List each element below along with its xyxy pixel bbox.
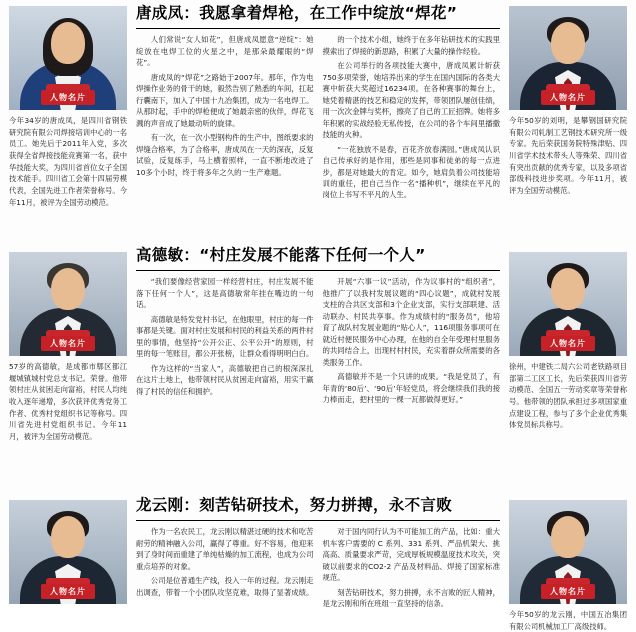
article-2-rule xyxy=(136,270,500,271)
paragraph: 作为一名农民工，龙云刚以精湛过硬的技术和吃苦耐劳的精神融入公司，赢得了尊重。好不容易，他迎来到了身时间而重建了单纯枯燥的加工流程，也成为公司重点培养的对象。 xyxy=(136,527,314,571)
person-photo xyxy=(509,252,627,356)
paragraph: 的一个技术小组，她终于在多年钻研技术的实践里摸索出了焊接的新思路，积累了大量的操作经验。 xyxy=(322,35,500,56)
paragraph: 在公司举行的各项技能大赛中，唐成凤累计斩获750多项荣誉，她培养出来的学生在国内国际的各类大赛中斩获大奖超过16234项。在各种赛事的舞台上，她凭着精湛的技艺和稳定的发挥，带领团队屡创佳绩，用一次次金牌与奖杯，擦亮了自己的工匠招牌。她将多年积累的实战经验无私传授，在公司的各个车间里播撒技能的火种。 xyxy=(322,61,500,140)
article-2-headline: 高德敏：“村庄发展不能落下任何一个人” xyxy=(136,246,426,264)
paragraph: “我们要像经营家园一样经营村庄，村庄发展不能落下任何一个人”，这是高德敏常年挂在嘴边的一句话。 xyxy=(136,277,314,310)
article-3 xyxy=(136,496,500,613)
paragraph: 对于国内同行认为不可能加工的产品，比如：重大机车客户需要的 C 系列、331 系列、严品机架大、挑高高、质量要求严苛，完成厚板规模温度技术攻关，突破以前要求的CO2-2 产品及材料品、焊接了国家标准规范。 xyxy=(322,527,500,583)
article-2-column-1 xyxy=(136,276,314,408)
paragraph: “一花独放不是春，百花齐放春满园。”唐成凤认识自己传承好的是作用，那些是同事和徒弟的每一点进步，都是对她最大的肯定。如今，她肩负着公司技能培训的重任，把自己当作一名“播种机”，继续在平凡的岗位上书写不平凡的人生。 xyxy=(322,144,500,200)
person-caption: 徐州，中建铁二局六公司老铁路项目部第二工区工长，先后荣获四川省劳动模范、全国五一劳动奖章等荣誉称号。他带领的团队承担过多项国家重点建设工程，参与了多个企业优秀集体党员标兵称号。 xyxy=(509,362,627,430)
person-card-1 xyxy=(9,6,127,208)
paragraph: 有一次，在一次小型钢构件的生产中，图纸要求的焊缝合格率，为了合格率，唐成凤在一天的深夜，反复试验，反复练手，马上横着照样，一直不断地改进了10多个小时，终于将多年之久的一生产难题。 xyxy=(136,133,314,177)
person-badge: 人物名片 xyxy=(541,90,595,105)
photo-head xyxy=(51,22,85,64)
person-photo xyxy=(9,252,127,356)
person-photo xyxy=(509,6,627,110)
person-photo xyxy=(509,500,627,604)
person-badge: 人物名片 xyxy=(541,336,595,351)
photo-head xyxy=(551,268,585,310)
photo-head xyxy=(551,22,585,64)
paragraph: 高德敏是特发党村书记，在他眼里，村庄的每一件事都是关键。面对村庄发展和村民的利益关系的两件村里的事情，他坚持“公开公正、公平公开”的原则，村里的每一笔账目，都公开张榜，让群众看得明明白白。 xyxy=(136,314,314,359)
article-2-column-2 xyxy=(323,276,501,408)
article-1-column-1 xyxy=(136,34,314,204)
article-1-headline: 唐成凤：我愿拿着焊枪，在工作中绽放“焊花” xyxy=(136,4,458,22)
person-photo xyxy=(9,6,127,110)
person-card-6 xyxy=(509,500,627,632)
article-2 xyxy=(136,246,500,409)
person-caption: 57岁的高德敏，是成都市郫区都江堰城镇城村党总支书记。荣誉。他带领村庄从贫困走向富裕，村民人均纯收入逐年递增，多次获评优秀党务工作者、优秀村党组织书记等称号。四川省先进村党组织书记。今年11月，被评为全国劳动模范。 xyxy=(9,362,127,442)
article-3-headline: 龙云刚：刻苦钻研技术，努力拼搏，永不言败 xyxy=(136,496,453,514)
person-badge: 人物名片 xyxy=(541,584,595,599)
person-card-3 xyxy=(9,252,127,443)
paragraph: 开展“六事一议”活动，作为议事村的“组织者”，他推广了以我村发展议题的“四心议题”，成就村发展支柱的合共区支部和3个企业支部，实行支部联建、活动联办、村民共享事。作为成绩村的“服务员”，他培育了战队村发展业题的“贴心人”，116项服务事项可在就近村便民服务中心办理，在他的自全年受理村里服务的共同结合上，出现村村村民，充实着群众所需要的各类服务工作。 xyxy=(322,277,500,367)
paragraph: 作为这样的“当家人”，高德敏把自己的根深深扎在这片土地上，他带领村民从贫困走向富裕，用实干赢得了村民的信任和拥护。 xyxy=(136,363,314,396)
article-3-rule xyxy=(136,520,500,521)
person-badge: 人物名片 xyxy=(41,90,95,105)
photo-head xyxy=(51,516,85,558)
article-1-rule xyxy=(136,28,500,29)
person-card-5 xyxy=(9,500,127,609)
article-1-column-2 xyxy=(323,34,501,204)
paragraph: 刻苦钻研技术，努力拼搏，永不言败的匠人精神，是龙云刚和所在班组一直坚持的信条。 xyxy=(322,587,500,609)
person-badge: 人物名片 xyxy=(41,584,95,599)
person-photo xyxy=(9,500,127,604)
paragraph: 人们常说“女人如花”，但唐成凤愿意“逆绽”：她绽放在电焊工位的火星之中，是那朵最耀眼的“焊花”。 xyxy=(136,35,314,68)
person-card-4 xyxy=(509,252,627,431)
paragraph: 公司是位普通生产线，投入一年的过程。龙云刚走出调查，带着一个小团队攻坚克难，取得了显著成绩。 xyxy=(136,576,314,597)
person-badge: 人物名片 xyxy=(41,336,95,351)
paragraph: 唐成凤的“焊花”之路始于2007年。那年，作为电焊操作业务的骨干的她，毅然告别了熟悉的车间，扛起行囊南下，加入了中国十九冶集团，成为一名电焊工。从那时起，手中的焊枪便成了她最亲密的伙伴，焊花飞溅的声音成了她最动听的旋律。 xyxy=(136,72,314,128)
person-card-2 xyxy=(509,6,627,197)
photo-head xyxy=(51,268,85,310)
person-caption: 今年50岁的龙云刚，中国五冶集团有限公司机械加工厂高级技师。 xyxy=(509,610,627,631)
person-caption: 今年50岁的刘明，是攀钢国研究院有限公司轧制工艺钢技术研究所一级专家。先后荣获国务院特殊津贴、四川省学术技术带头人等殊荣、四川省有突出贡献的优秀专家，以及多项省部级科技进步奖项。今年11月，被评为全国劳动模范。 xyxy=(509,116,627,196)
photo-head xyxy=(551,516,585,558)
paragraph: 高德敏并不是一个只讲的成果。“我是党员了，有年青的‘80后’、‘90后’年轻党员，将会继续我们我的接力棒而走，把村里的一棵一瓦都做得更好。” xyxy=(322,372,500,405)
article-1 xyxy=(136,4,500,204)
person-caption: 今年34岁的唐成凤，是四川省钢铁研究院有限公司焊接培训中心的一名员工。她先后于2011年入党，多次获得全省焊接技能竞赛第一名，获中华技能大奖，为四川省首位女子全国技术能手。四川省工会第十四届劳模代表，全国先进工作者荣誉称号。今年11月，被评为全国劳动模范。 xyxy=(9,116,127,207)
